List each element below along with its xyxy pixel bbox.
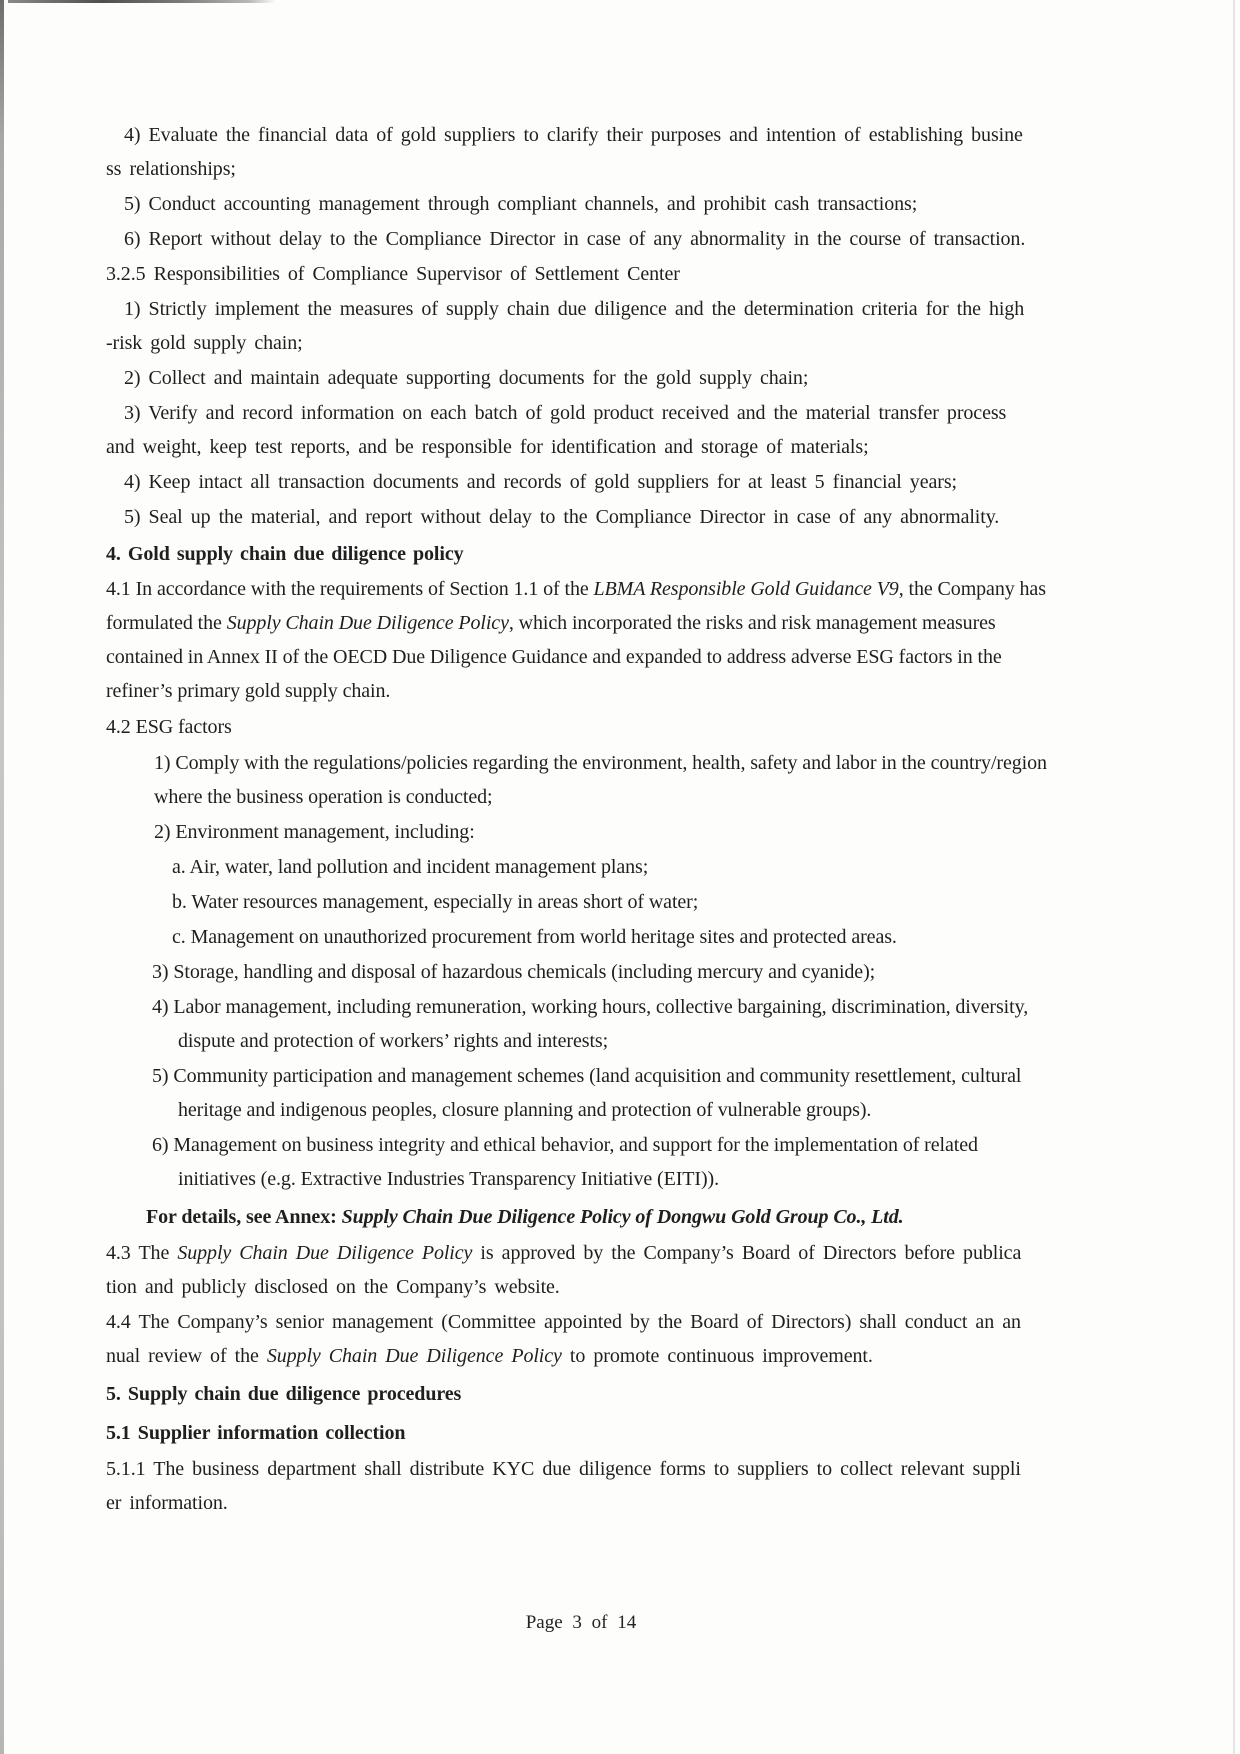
text-run: , which incorporated the risks and risk management measures bbox=[508, 612, 996, 634]
item-4-keep-intact bbox=[106, 465, 1056, 499]
text-run: 5.1.1 The business department shall distribute KYC due diligence forms to suppliers to collect relevant suppli bbox=[106, 1458, 1021, 1480]
text-run: ss relationships; bbox=[106, 158, 236, 180]
text-run: 1) Comply with the regulations/policies regarding the environment, health, safety and labor in the country/region bbox=[154, 752, 1047, 774]
item-5-community-participation bbox=[106, 1059, 1056, 1127]
heading-4-gold-supply-chain-policy bbox=[106, 537, 1056, 571]
item-5-seal-up bbox=[106, 500, 1056, 534]
text-run: Supply Chain Due Diligence Policy of Dongwu Gold Group Co., Ltd. bbox=[341, 1206, 904, 1228]
page-number: Page 3 of 14 bbox=[525, 1612, 637, 1633]
text-run: 4.1 In accordance with the requirements of Section 1.1 of the bbox=[106, 578, 594, 600]
text-run: to promote continuous improvement. bbox=[561, 1345, 873, 1367]
text-run: , the Company has bbox=[898, 578, 1046, 600]
scan-edge-left-artifact bbox=[0, 0, 4, 1754]
para-5-1-1 bbox=[106, 1452, 1056, 1520]
para-4-3 bbox=[106, 1236, 1056, 1304]
text-run: 6) Management on business integrity and ethical behavior, and support for the implementation of related bbox=[152, 1134, 978, 1156]
text-run: heritage and indigenous peoples, closure planning and protection of vulnerable groups). bbox=[178, 1099, 872, 1121]
text-run: Supply Chain Due Diligence Policy bbox=[266, 1345, 562, 1367]
text-run: 4.2 ESG factors bbox=[106, 716, 232, 738]
item-5-accounting-management bbox=[106, 187, 1056, 221]
text-run: 2) Collect and maintain adequate supporting documents for the gold supply chain; bbox=[124, 367, 809, 389]
text-run: dispute and protection of workers’ rights and interests; bbox=[178, 1030, 609, 1052]
text-run: 1) Strictly implement the measures of supply chain due diligence and the determination criteria for the high bbox=[124, 298, 1025, 320]
text-run: a. Air, water, land pollution and incident management plans; bbox=[172, 856, 649, 878]
text-run: 5) Conduct accounting management through compliant channels, and prohibit cash transactions; bbox=[124, 193, 918, 215]
text-run: and weight, keep test reports, and be responsible for identification and storage of materials; bbox=[106, 436, 869, 458]
item-a-air-water-land bbox=[106, 850, 1056, 884]
text-run: 6) Report without delay to the Compliance Director in case of any abnormality in the course of transaction. bbox=[124, 228, 1026, 250]
text-run: 3) Verify and record information on each batch of gold product received and the material transfer process bbox=[124, 402, 1007, 424]
section-3-2-5-heading bbox=[106, 257, 1056, 291]
text-run: initiatives (e.g. Extractive Industries Transparency Initiative (EITI)). bbox=[178, 1168, 719, 1190]
text-run: 4) Labor management, including remuneration, working hours, collective bargaining, discrimination, diversity, bbox=[152, 996, 1029, 1018]
text-run: Supply Chain Due Diligence Policy bbox=[177, 1242, 473, 1264]
item-c-heritage-sites bbox=[106, 920, 1056, 954]
item-3-hazardous-chemicals bbox=[106, 955, 1056, 989]
text-run: 5) Community participation and management schemes (land acquisition and community resettlement, cultural bbox=[152, 1065, 1022, 1087]
text-run: where the business operation is conducted; bbox=[154, 786, 493, 808]
text-run: 4. Gold supply chain due diligence policy bbox=[106, 543, 464, 565]
text-run: c. Management on unauthorized procurement from world heritage sites and protected areas. bbox=[172, 926, 897, 948]
text-run: 5) Seal up the material, and report without delay to the Compliance Director in case of any abnormality. bbox=[124, 506, 1000, 528]
heading-5-1-supplier-information bbox=[106, 1416, 1056, 1450]
text-run: 4.3 The bbox=[106, 1242, 178, 1264]
text-run: er information. bbox=[106, 1492, 228, 1514]
item-2-collect-documents bbox=[106, 361, 1056, 395]
text-run: 3) Storage, handling and disposal of hazardous chemicals (including mercury and cyanide); bbox=[152, 961, 876, 983]
text-run: is approved by the Company’s Board of Directors before publica bbox=[472, 1242, 1022, 1264]
text-run: For details, see Annex: bbox=[146, 1206, 342, 1228]
text-run: tion and publicly disclosed on the Company’s website. bbox=[106, 1276, 560, 1298]
para-4-4 bbox=[106, 1305, 1056, 1373]
text-run: 3.2.5 Responsibilities of Compliance Supervisor of Settlement Center bbox=[106, 263, 680, 285]
item-6-report-abnormality bbox=[106, 222, 1056, 256]
text-run: 4.4 The Company’s senior management (Committee appointed by the Board of Directors) shall conduct an an bbox=[106, 1311, 1021, 1333]
scan-edge-top-artifact bbox=[8, 0, 276, 3]
text-run: 4) Evaluate the financial data of gold suppliers to clarify their purposes and intention of establishing busine bbox=[124, 124, 1023, 146]
text-run: 2) Environment management, including: bbox=[154, 821, 475, 843]
text-run: 5. Supply chain due diligence procedures bbox=[106, 1383, 462, 1405]
item-4-financial-data bbox=[106, 118, 1056, 186]
text-run: 5.1 Supplier information collection bbox=[106, 1422, 406, 1444]
text-run: -risk gold supply chain; bbox=[106, 332, 303, 354]
item-1-strictly-implement bbox=[106, 292, 1056, 360]
text-run: 4) Keep intact all transaction documents and records of gold suppliers for at least 5 financial years; bbox=[124, 471, 957, 493]
para-for-details-annex bbox=[106, 1200, 1056, 1234]
text-run: contained in Annex II of the OECD Due Diligence Guidance and expanded to address adverse ESG factors in the bbox=[106, 646, 1002, 668]
heading-5-procedures bbox=[106, 1377, 1056, 1411]
text-run: refiner’s primary gold supply chain. bbox=[106, 680, 391, 702]
item-2-environment-management bbox=[106, 815, 1056, 849]
text-run: Supply Chain Due Diligence Policy bbox=[226, 612, 509, 634]
item-1-comply-regulations bbox=[106, 746, 1056, 814]
scan-edge-right-artifact bbox=[1233, 0, 1235, 1754]
item-b-water-resources bbox=[106, 885, 1056, 919]
text-run: b. Water resources management, especially in areas short of water; bbox=[172, 891, 699, 913]
para-4-2-esg-factors bbox=[106, 710, 1056, 744]
page-footer bbox=[106, 1608, 1056, 1638]
document-body bbox=[106, 118, 1056, 1521]
para-4-1 bbox=[106, 572, 1056, 708]
item-6-business-integrity bbox=[106, 1128, 1056, 1196]
text-run: formulated the bbox=[106, 612, 227, 634]
text-run: LBMA Responsible Gold Guidance V9 bbox=[593, 578, 899, 600]
text-run: nual review of the bbox=[106, 1345, 267, 1367]
item-3-verify-record bbox=[106, 396, 1056, 464]
item-4-labor-management bbox=[106, 990, 1056, 1058]
